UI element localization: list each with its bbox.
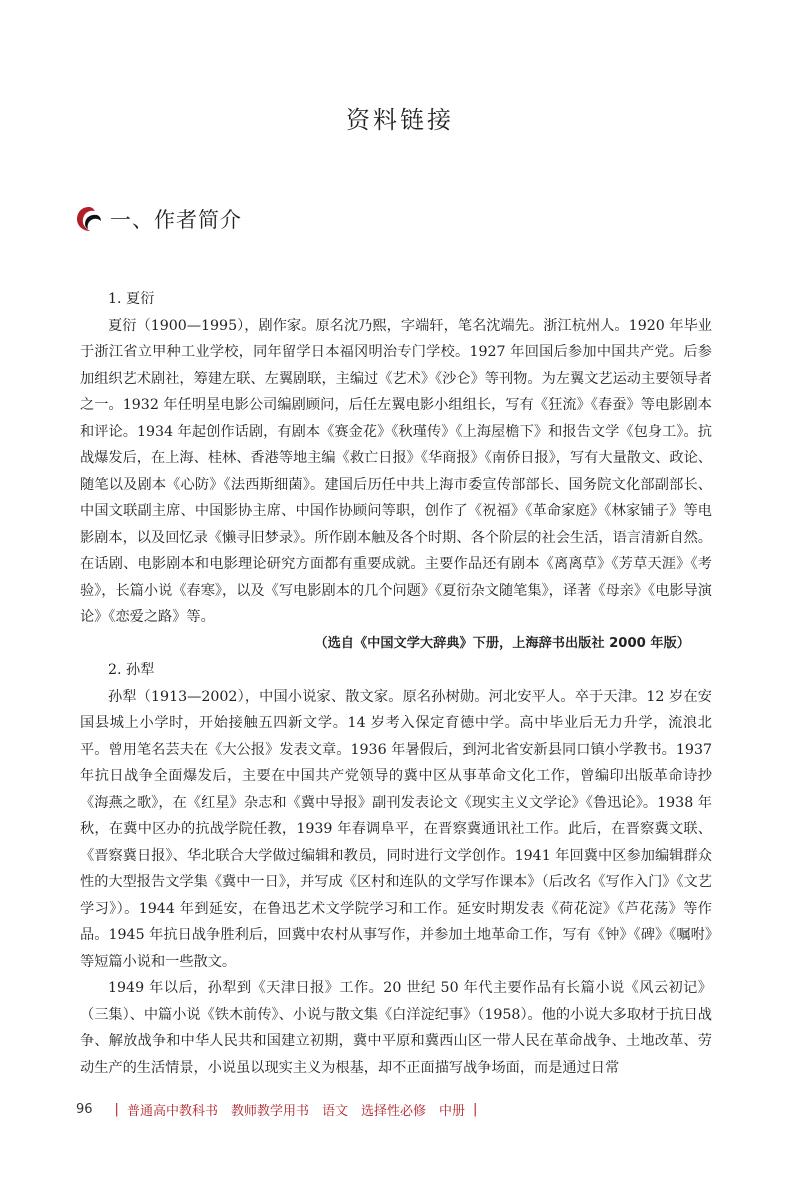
author-subhead: 2. 孙犁 xyxy=(108,662,155,678)
author-paragraph: 1949 年以后，孙犁到《天津日报》工作。20 世纪 50 年代主要作品有长篇小说《风云初记》（三集）、中篇小说《铁木前传》、小说与散文集《白洋淀纪事》（1958）。他的小说大多取材于抗日战争、解放战争和中华人民共和国建立初期，冀中平原和冀西山区一带人民在革命战争、土地改革、劳动生产的生活情景，小说虽以现实主义为根基，却不正面描写战争场面，而是通过日常 xyxy=(80,980,712,1076)
page-footer xyxy=(76,1100,485,1119)
author-entry-xia-yan xyxy=(80,286,712,657)
book-title: 普通高中教科书 教师教学用书 语文 选择性必修 中册 xyxy=(126,1104,465,1119)
section-heading-label: 一、作者简介 xyxy=(110,208,242,232)
content-body xyxy=(80,286,712,1081)
footer-divider: | xyxy=(472,1102,478,1117)
author-subhead: 1. 夏衍 xyxy=(108,291,155,307)
footer-divider: | xyxy=(114,1102,119,1117)
page-title: 资料链接 xyxy=(346,106,454,134)
swirl-section-icon xyxy=(74,204,104,234)
author-paragraph: 孙犁（1913—2002），中国小说家、散文家。原名孙树勋。河北安平人。卒于天津。12 岁在安国县城上小学时，开始接触五四新文学。14 岁考入保定育德中学。高中毕业后无力升学，流浪北平。曾用笔名芸夫在《大公报》发表文章。1936 年暑假后，到河北省安新县同口镇小学教书。1937 年抗日战争全面爆发后，主要在中国共产党领导的冀中区从事革命文化工作，曾编印出版革命诗抄《海燕之歌》，在《红星》杂志和《冀中导报》副刊发表论文《现实主义文学论》《鲁迅论》。1938 年秋，在冀中区办的抗战学院任教，1939 年春调阜平，在晋察冀通讯社工作。此后，在晋察冀文联、《晋察冀日报》、华北联合大学做过编辑和教员，同时进行文学创作。1941 年回冀中区参加编辑群众性的大型报告文学集《冀中一日》，并写成《区村和连队的文学写作课本》（后改名《写作入门》《文艺学习》）。1944 年到延安，在鲁迅艺术文学院学习和工作。延安时期发表《荷花淀》《芦花荡》等作品。1945 年抗日战争胜利后，回冀中农村从事写作，并参加土地革命工作，写有《钟》《碑》《嘱咐》等短篇小说和一些散文。 xyxy=(80,688,712,970)
page-number: 96 xyxy=(76,1102,93,1117)
source-citation: （选自《中国文学大辞典》下册，上海辞书出版社 2000 年版） xyxy=(314,635,690,651)
section-heading xyxy=(74,204,242,234)
author-entry-sun-li xyxy=(80,657,712,1081)
author-paragraph: 夏衍（1900—1995），剧作家。原名沈乃熙，字端轩，笔名沈端先。浙江杭州人。1920 年毕业于浙江省立甲种工业学校，同年留学日本福冈明治专门学校。1927 年回国后参加中国共产党。后参加组织艺术剧社，筹建左联、左翼剧联，主编过《艺术》《沙仑》等刊物。为左翼文艺运动主要领导者之一。1932 年任明星电影公司编剧顾问，后任左翼电影小组组长，写有《狂流》《春蚕》等电影剧本和评论。1934 年起创作话剧，有剧本《赛金花》《秋瑾传》《上海屋檐下》和报告文学《包身工》。抗战爆发后，在上海、桂林、香港等地主编《救亡日报》《华商报》《南侨日报》，写有大量散文、政论、随笔以及剧本《心防》《法西斯细菌》。建国后历任中共上海市委宣传部部长、国务院文化部副部长、中国文联副主席、中国影协主席、中国作协顾问等职，创作了《祝福》《革命家庭》《林家铺子》等电影剧本，以及回忆录《懒寻旧梦录》。所作剧本触及各个时期、各个阶层的社会生活，语言清新自然。在话剧、电影剧本和电影理论研究方面都有重要成就。主要作品还有剧本《离离草》《芳草天涯》《考验》，长篇小说《春寒》，以及《写电影剧本的几个问题》《夏衍杂文随笔集》，译著《母亲》《电影导演论》《恋爱之路》等。 xyxy=(80,317,712,625)
